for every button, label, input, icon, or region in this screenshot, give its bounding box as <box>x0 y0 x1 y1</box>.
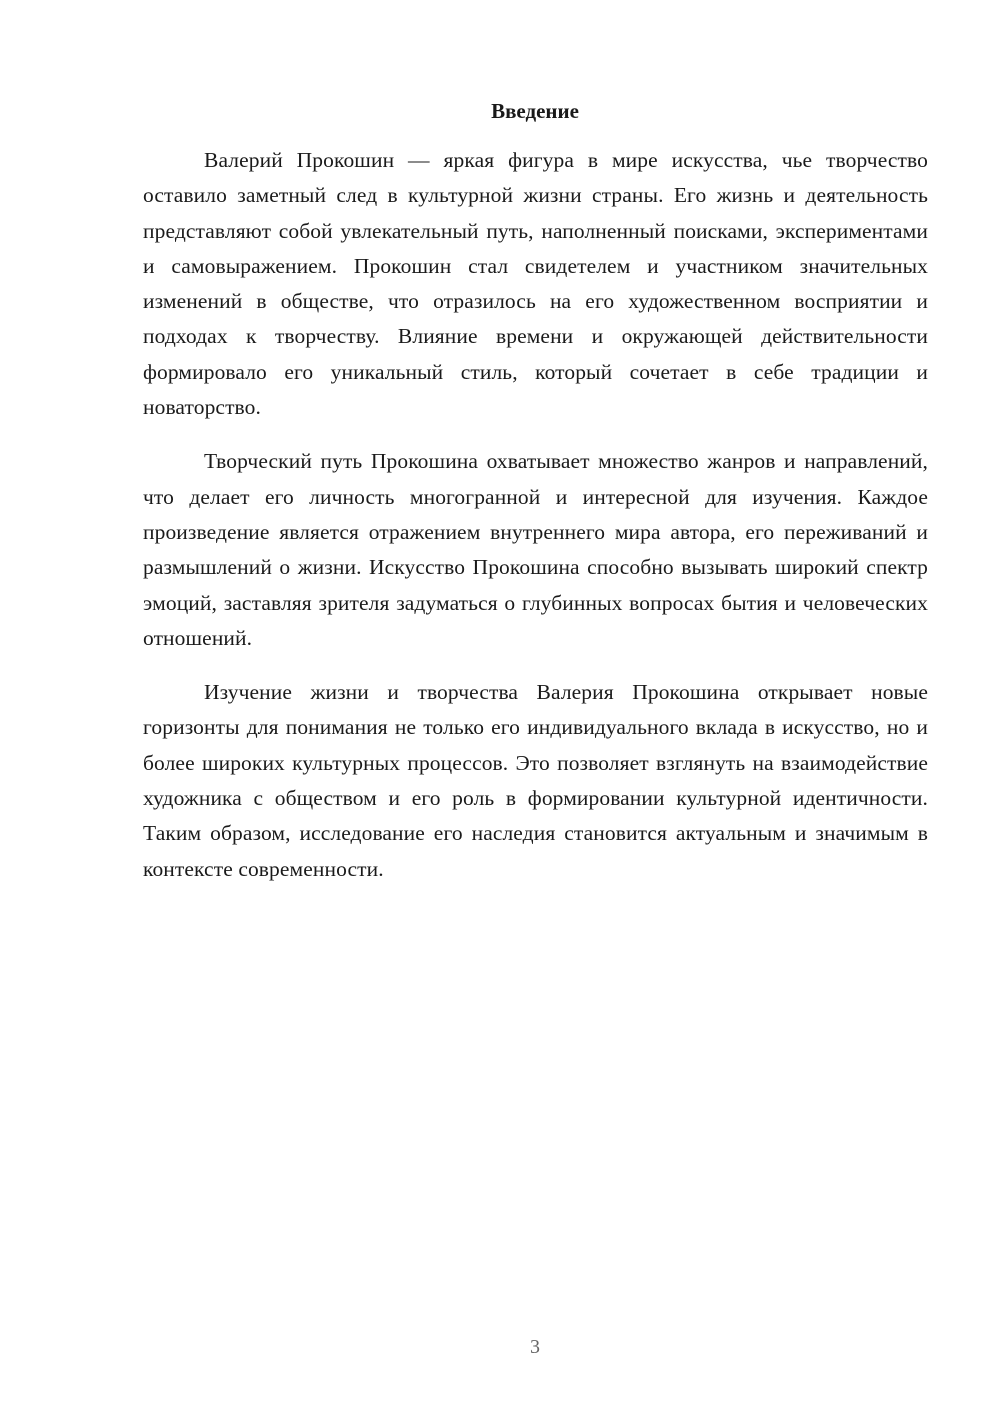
paragraph-2: Творческий путь Прокошина охватывает множество жанров и направлений, что делает его личность многогранной и интересной для изучения. Каждое произведение является отражением внутреннего мира автора, его переживаний и размышлений о жизни. Искусство Прокошина способно вызывать широкий спектр эмоций, заставляя зрителя задуматься о глубинных вопросах бытия и человеческих отношений. <box>143 449 928 650</box>
page-number: 3 <box>530 1336 540 1358</box>
paragraph-3: Изучение жизни и творчества Валерия Прокошина открывает новые горизонты для понимания не только его индивидуального вклада в искусство, но и более широких культурных процессов. Это позволяет взглянуть на взаимодействие художника с обществом и его роль в формировании культурной идентичности. Таким образом, исследование его наследия становится актуальным и значимым в контексте современности. <box>143 680 928 881</box>
section-heading: Введение <box>491 99 579 123</box>
body-text <box>143 143 928 887</box>
paragraph-1: Валерий Прокошин — яркая фигура в мире искусства, чье творчество оставило заметный след в культурной жизни страны. Его жизнь и деятельность представляют собой увлекательный путь, наполненный поисками, экспериментами и самовыражением. Прокошин стал свидетелем и участником значительных изменений в обществе, что отразилось на его художественном восприятии и подходах к творчеству. Влияние времени и окружающей действительности формировало его уникальный стиль, который сочетает в себе традиции и новаторство. <box>143 148 928 420</box>
